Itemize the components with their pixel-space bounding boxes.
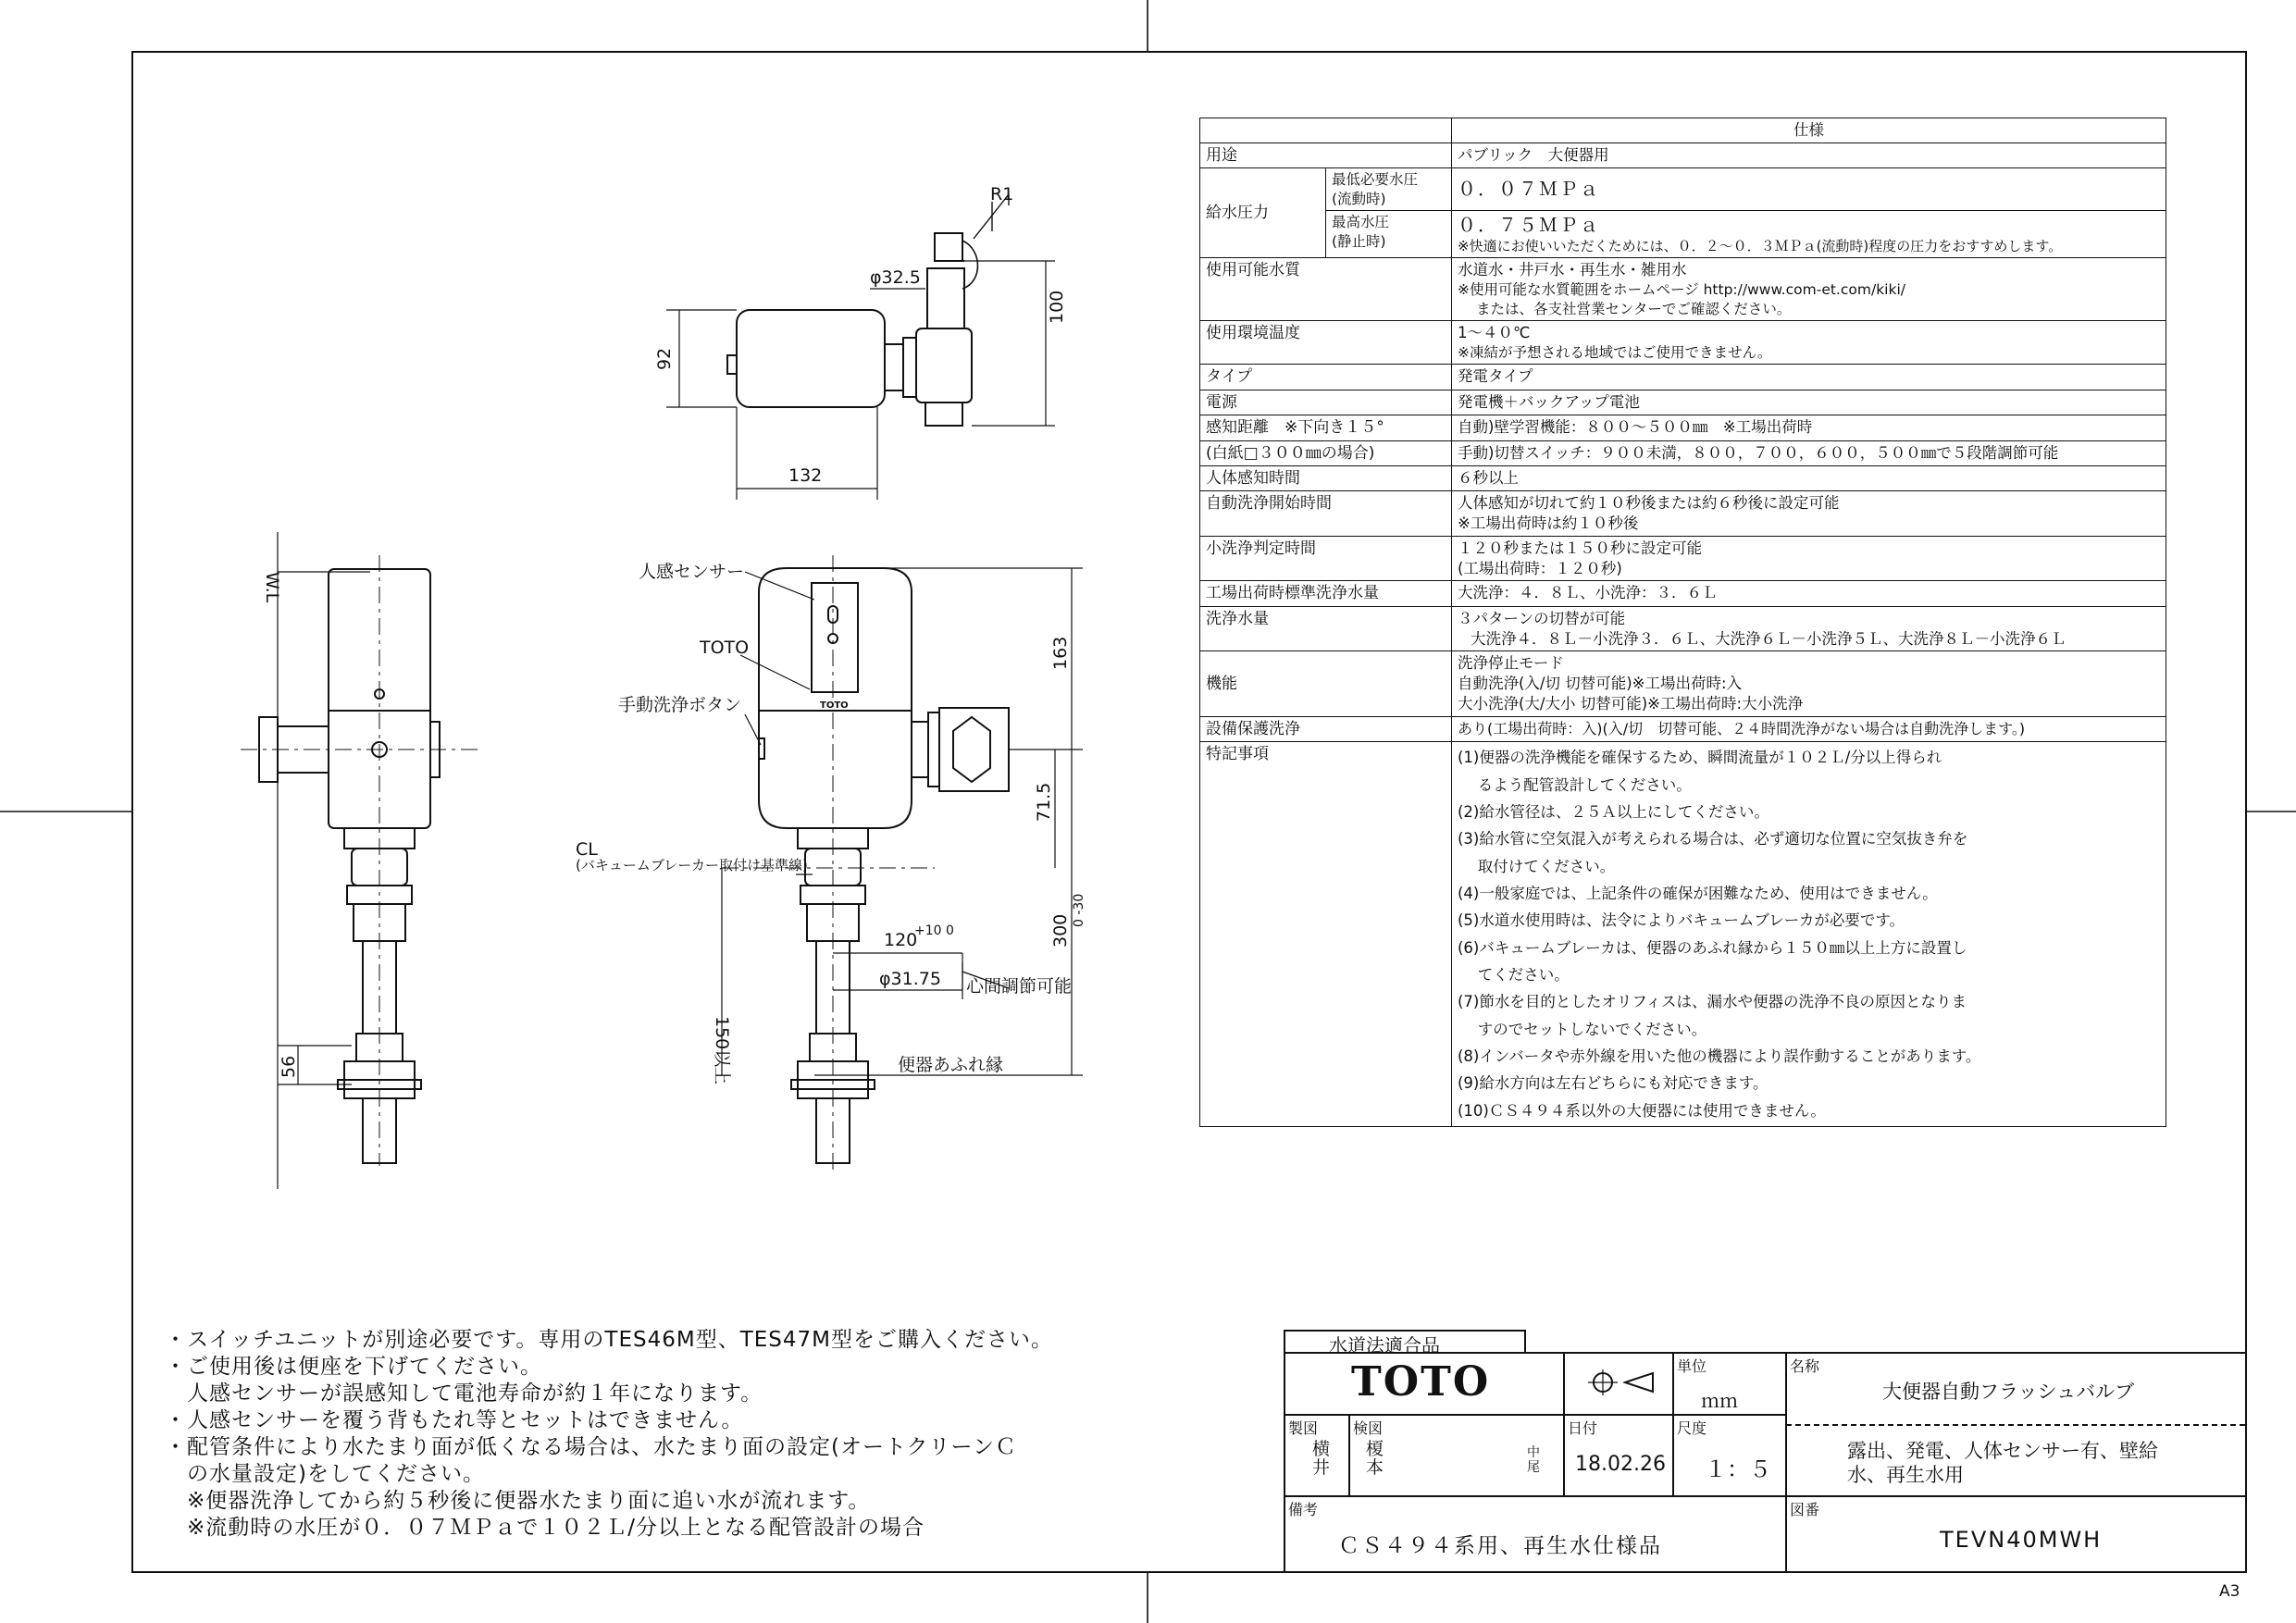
spec-note-line: (2)給水管径は、２５Ａ以上にしてください。	[1458, 802, 1769, 821]
spec-row-water	[1200, 258, 2166, 321]
front-view-labels	[576, 561, 1086, 1084]
dist-value2: 手動)切替スイッチ：９００未満，８００，７００，６００，５００㎜で５段階調節可能	[1452, 440, 2166, 465]
equip-label: 設備保護洗浄	[1200, 716, 1452, 741]
func-label: 機能	[1200, 651, 1452, 716]
dist-value1: 自動)壁学習機能：８００～５００㎜ ※工場出荷時	[1452, 415, 2166, 440]
name-label: 名称	[1790, 1357, 1820, 1375]
flush-cell	[1452, 606, 2166, 651]
approval-label: 水道法適合品	[1329, 1334, 1440, 1357]
dim56-label: 56	[279, 1055, 299, 1078]
dim300-label: 300	[1050, 913, 1071, 948]
auto-cell	[1452, 491, 2166, 537]
equip-value: あり(工場出荷時：入)(入/切 切替可能、２４時間洗浄がない場合は自動洗浄します。)	[1452, 716, 2166, 741]
remarks-label: 備考	[1288, 1501, 1319, 1518]
name-value: 大便器自動フラッシュバルブ	[1882, 1381, 2135, 1403]
desc-line1: 露出、発電、人体センサー有、壁給	[1847, 1440, 2158, 1462]
auto-label: 自動洗浄開始時間	[1200, 491, 1452, 537]
side-view	[241, 532, 481, 1189]
unit-label: 単位	[1677, 1357, 1707, 1375]
scale-label: 尺度	[1677, 1419, 1707, 1437]
unit-value: ｍｍ	[1701, 1390, 1738, 1412]
max-pressure-label	[1326, 211, 1452, 258]
drawing-no-value: TEVN40MWH	[1940, 1527, 2103, 1553]
water-value: 水道水・井戸水・再生水・雑用水	[1458, 261, 1687, 279]
spec-row-small	[1200, 536, 2166, 581]
power-value: 発電機＋バックアップ電池	[1452, 390, 2166, 415]
toto-logo: TOTO	[1351, 1358, 1491, 1406]
d32-5-label: φ32.5	[870, 267, 921, 288]
drawn-label: 製図	[1288, 1419, 1319, 1437]
sheet-size: A3	[2219, 1582, 2240, 1601]
func-value2: 自動洗浄(入/切 切替可能)※工場出荷時:入	[1458, 675, 1743, 693]
spec-row-auto	[1200, 491, 2166, 537]
flush-value2: 大洗浄４．８Ｌ－小洗浄３．６Ｌ、大洗浄６Ｌ－小洗浄５Ｌ、大洗浄８Ｌ－小洗浄６Ｌ	[1471, 629, 2066, 648]
notes-label: 特記事項	[1200, 742, 1452, 1127]
spec-note-line: (4)一般家庭では、上記条件の確保が困難なため、使用はできません。	[1458, 884, 1938, 902]
func-cell	[1452, 651, 2166, 716]
spec-note-line: (6)バキュームブレーカは、便器のあふれ縁から１５０㎜以上上方に設置し	[1458, 938, 1967, 957]
min-pressure-label	[1326, 168, 1452, 211]
top-view-labels	[654, 184, 1067, 486]
spec-note-line: すのでセットしないでください。	[1458, 1020, 1707, 1038]
water-note2: または、各支社営業センターでご確認ください。	[1476, 300, 1792, 317]
spec-row-std	[1200, 581, 2166, 606]
temp-note: ※凍結が予想される地域ではご使用できません。	[1458, 343, 1772, 361]
spec-header-row	[1200, 118, 2166, 143]
flush-value1: ３パターンの切替が可能	[1458, 609, 1626, 627]
spec-row-power	[1200, 390, 2166, 415]
note-line: ※流動時の水圧が０．０７ＭＰａで１０２Ｌ/分以上となる配管設計の場合	[165, 1516, 925, 1540]
water-note1: ※使用可能な水質範囲をホームページ http://www.com-et.com/kiki/	[1458, 281, 1905, 299]
dim120-label: 120	[884, 930, 918, 950]
spec-note-line: るよう配管設計してください。	[1458, 775, 1692, 794]
spec-note-line: てください。	[1458, 966, 1570, 985]
button-label: 手動洗浄ボタン	[618, 695, 742, 715]
checked-label: 検図	[1353, 1419, 1384, 1437]
spec-row-func	[1200, 651, 2166, 716]
max-label2: (静止時)	[1332, 232, 1386, 250]
max-pressure-cell	[1452, 211, 2166, 258]
spec-note-line: 取付けてください。	[1458, 857, 1616, 875]
top-view	[666, 194, 1055, 500]
d31-75-label: φ31.75	[879, 969, 941, 989]
type-label: タイプ	[1200, 365, 1452, 390]
std-label: 工場出荷時標準洗浄水量	[1200, 581, 1452, 606]
dim300-tol-label: 0 -30	[1072, 893, 1086, 927]
spec-note-line: (10)ＣＳ４９４系以外の大便器には使用できません。	[1458, 1101, 1826, 1120]
remarks-value: ＣＳ４９４系用、再生水仕様品	[1338, 1534, 1662, 1558]
flush-label: 洗浄水量	[1200, 606, 1452, 651]
spec-row-temp	[1200, 320, 2166, 364]
scale-value: １：５	[1705, 1456, 1771, 1482]
checked-value: 榎本	[1366, 1439, 1384, 1478]
spec-row-type	[1200, 365, 2166, 390]
drawn-value: 横井	[1312, 1439, 1331, 1478]
dim150-label: 150以上	[712, 1016, 732, 1085]
note-line: ・ご使用後は便座を下げてください。	[165, 1355, 542, 1379]
auto-value1: 人体感知が切れて約１０秒後または約６秒後に設定可能	[1458, 494, 1840, 513]
spec-row-dist2	[1200, 440, 2166, 465]
use-value: パブリック 大便器用	[1452, 142, 2166, 167]
spec-note-line: (5)水道水使用時は、法令によりバキュームブレーカが必要です。	[1458, 911, 1905, 930]
spec-row-min-pressure	[1200, 168, 2166, 211]
std-value: 大洗浄：４．８Ｌ、小洗浄：３．６Ｌ	[1452, 581, 2166, 606]
small-value1: １２０秒または１５０秒に設定可能	[1458, 539, 1702, 557]
water-label: 使用可能水質	[1200, 258, 1452, 321]
min-label1: 最低必要水圧	[1332, 171, 1419, 189]
approver-stamp: 中尾	[1527, 1445, 1540, 1475]
rim-label: 便器あふれ縁	[898, 1055, 1004, 1075]
min-pressure-value: ０．０７ＭＰａ	[1452, 168, 2166, 211]
general-notes	[165, 1327, 1053, 1542]
notes-cell	[1452, 742, 2166, 1127]
note-line: ※便器洗浄してから約５秒後に便器水たまり面に追い水が流れます。	[165, 1489, 871, 1513]
cl-label: CL	[576, 839, 598, 860]
dim132-label: 132	[788, 465, 823, 486]
note-line: ・スイッチユニットが別途必要です。専用のTES46M型、TES47M型をご購入ください。	[165, 1328, 1053, 1352]
spec-header: 仕様	[1452, 118, 2166, 143]
max-pressure-value: ０．７５ＭＰａ	[1458, 214, 1600, 237]
sensor-label: 人感センサー	[639, 562, 745, 582]
spec-note-line: (1)便器の洗浄機能を確保するため、瞬間流量が１０２Ｌ/分以上得られ	[1458, 749, 1942, 767]
spec-note-line: (9)給水方向は左右どちらにも対応できます。	[1458, 1074, 1769, 1093]
dist-label1: 感知距離 ※下向き１５°	[1200, 415, 1452, 440]
spec-row-max-pressure	[1200, 211, 2166, 258]
r1-label: R1	[990, 184, 1014, 204]
center-adj-label: 心間調節可能	[966, 976, 1073, 997]
dim92-label: 92	[654, 347, 675, 370]
temp-cell	[1452, 320, 2166, 364]
pressure-label: 給水圧力	[1200, 168, 1326, 258]
date-label: 日付	[1568, 1419, 1598, 1437]
dim163-label: 163	[1050, 636, 1071, 670]
temp-value: 1～４０℃	[1458, 323, 1531, 341]
desc-line2: 水、再生水用	[1847, 1464, 1964, 1486]
body-logo: TOTO	[820, 700, 849, 711]
drawing-no-label: 図番	[1790, 1501, 1820, 1518]
note-line: の水量設定)をしてください。	[165, 1462, 485, 1486]
spec-row-equip	[1200, 716, 2166, 741]
toto-label: TOTO	[700, 638, 750, 658]
spec-row-flush	[1200, 606, 2166, 651]
cl-sub-label: (バキュームブレーカー取付け基準線)	[576, 857, 808, 873]
min-label2: (流動時)	[1332, 190, 1386, 207]
water-cell	[1452, 258, 2166, 321]
spec-note-line: (8)インバータや赤外線を用いた他の機器により誤作動することがあります。	[1458, 1047, 1981, 1066]
side-view-labels	[262, 572, 299, 1078]
func-value3: 大小洗浄(大/大小 切替可能)※工場出荷時:大小洗浄	[1458, 694, 1804, 712]
type-value: 発電タイプ	[1452, 365, 2166, 390]
small-cell	[1452, 536, 2166, 581]
small-value2: (工場出荷時：１２０秒)	[1458, 559, 1622, 577]
spec-table	[1199, 118, 2166, 1127]
power-label: 電源	[1200, 390, 1452, 415]
wl-label: W.L	[262, 572, 282, 603]
spec-row-detect	[1200, 465, 2166, 490]
dist-label2: (白紙□３００㎜の場合)	[1200, 440, 1452, 465]
detect-label: 人体感知時間	[1200, 465, 1452, 490]
detect-value: ６秒以上	[1452, 465, 2166, 490]
dim71-5-label: 71.5	[1034, 782, 1054, 822]
dim100-label: 100	[1047, 290, 1067, 324]
max-pressure-note: ※快適にお使いいただくためには、０．２～０．３ＭＰａ(流動時)程度の圧力をおすすめします。	[1458, 237, 2063, 254]
spec-row-notes	[1200, 742, 2166, 1127]
spec-note-line: (7)節水を目的としたオリフィスは、漏水や便器の洗浄不良の原因となりま	[1458, 993, 1967, 1011]
use-label: 用途	[1200, 142, 1452, 167]
spec-row-use	[1200, 142, 2166, 167]
auto-value2: ※工場出荷時は約１０秒後	[1458, 514, 1639, 533]
temp-label: 使用環境温度	[1200, 320, 1452, 364]
max-label1: 最高水圧	[1332, 214, 1390, 231]
small-label: 小洗浄判定時間	[1200, 536, 1452, 581]
note-line: ・配管条件により水たまり面が低くなる場合は、水たまり面の設定(オートクリーンＣ	[165, 1435, 1018, 1459]
date-value: 18.02.26	[1575, 1453, 1666, 1476]
note-line: ・人感センサーを覆う背もたれ等とセットはできません。	[165, 1408, 744, 1432]
spec-row-dist1	[1200, 415, 2166, 440]
spec-note-line: (3)給水管に空気混入が考えられる場合は、必ず適切な位置に空気抜き弁を	[1458, 830, 1968, 849]
note-line: 人感センサーが誤感知して電池寿命が約１年になります。	[165, 1381, 763, 1406]
dim120-tol-label: +10 0	[914, 923, 954, 938]
func-value1: 洗浄停止モード	[1458, 654, 1564, 673]
